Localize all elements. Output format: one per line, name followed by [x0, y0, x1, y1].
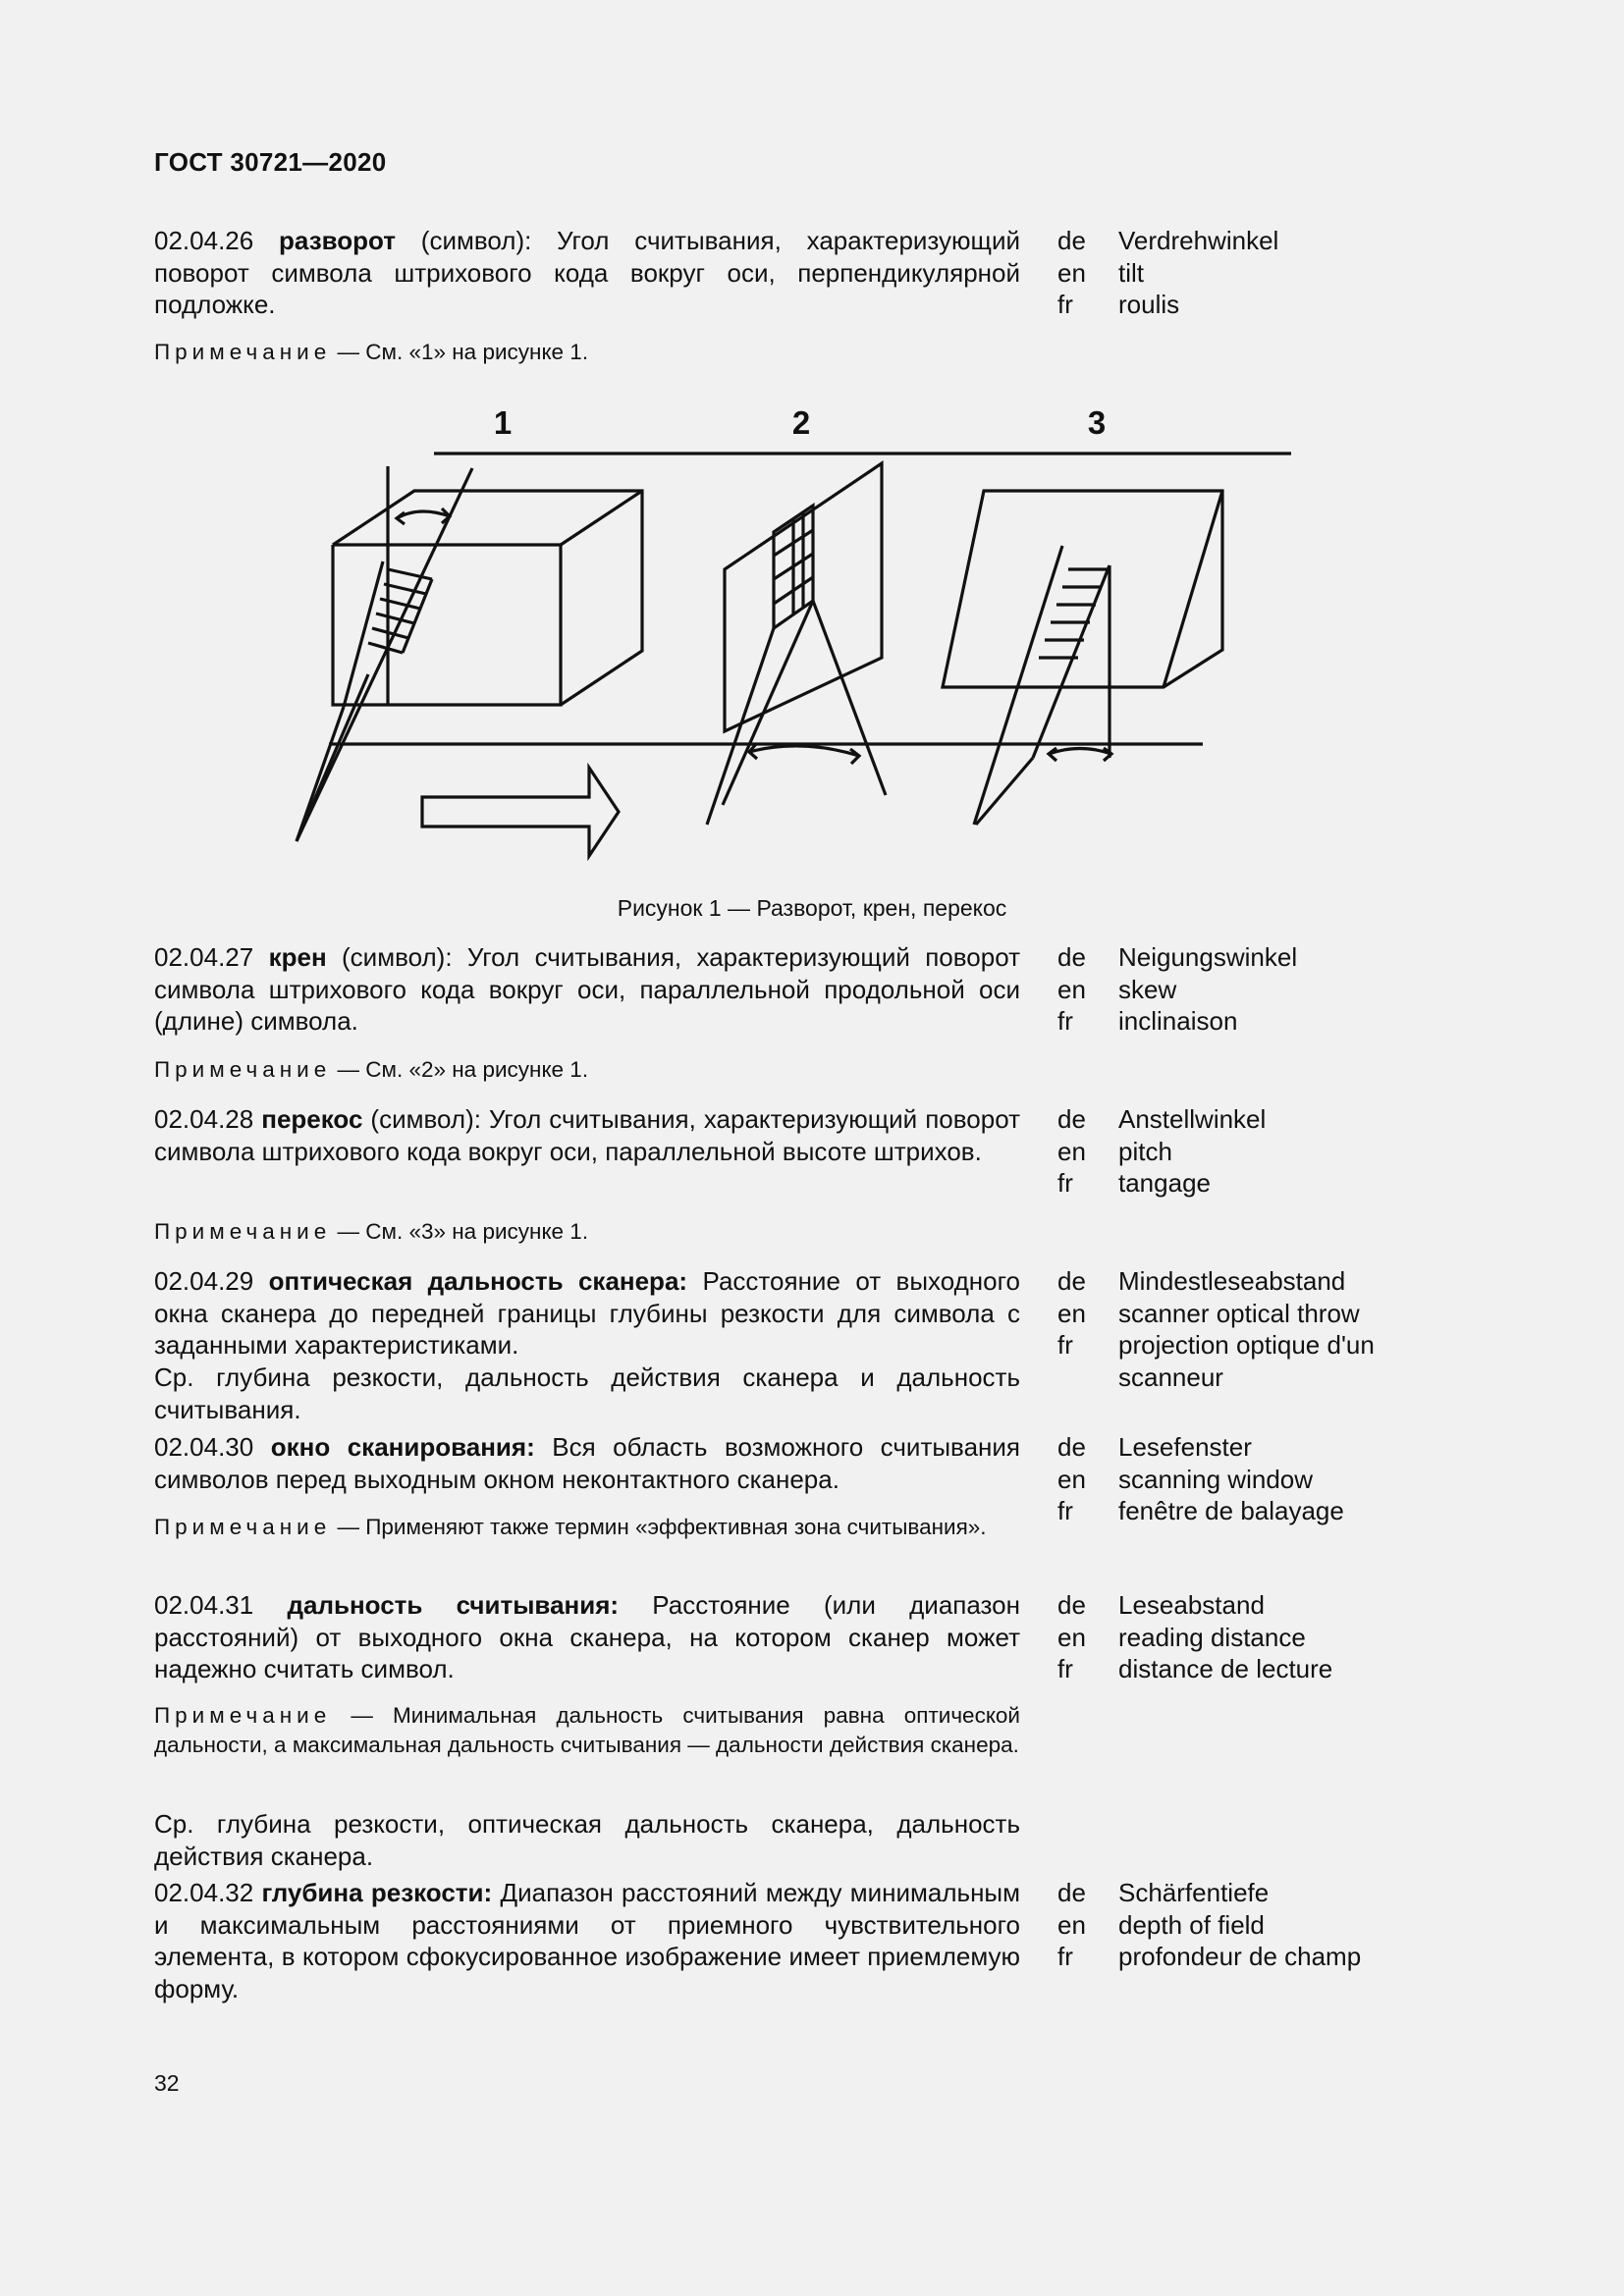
lang-term: tilt	[1118, 257, 1144, 288]
lang-code: de	[1057, 1104, 1086, 1134]
lang-term: Anstellwinkel	[1118, 1104, 1267, 1134]
term-number: 02.04.30	[154, 1432, 254, 1462]
term-number: 02.04.26	[154, 226, 254, 255]
term-text: Диапазон расстояний между минимальным и максимальным расстояниями от приемного чувствительного элемента, в котором сфокусированное изображение имеет приемлемую форму.	[154, 1878, 1020, 2003]
see-also-text: Ср. глубина резкости, оптическая дальность сканера, дальность действия сканера.	[154, 1809, 1020, 1871]
lang-code: de	[1057, 1590, 1086, 1620]
lang-term: Lesefenster	[1118, 1432, 1252, 1462]
figure-caption: Рисунок 1 — Разворот, крен, перекос	[617, 895, 1007, 921]
pitch-illustration	[943, 491, 1222, 825]
lang-code: en	[1057, 257, 1086, 288]
term-name: разворот	[279, 226, 396, 255]
lang-code: fr	[1057, 1942, 1073, 1971]
lang-term: Leseabstand	[1118, 1590, 1265, 1620]
lang-code: fr	[1057, 1168, 1073, 1198]
term-name: оптическая дальность сканера:	[268, 1266, 688, 1296]
note-label: Примечание	[154, 1219, 332, 1244]
note-text: — Минимальная дальность считывания равна оптической дальности, а максимальная дальность считывания — дальности действия сканера.	[154, 1703, 1020, 1757]
note-text: — См. «2» на рисунке 1.	[331, 1057, 589, 1082]
lang-code: de	[1057, 226, 1086, 255]
lang-term: depth of field	[1118, 1909, 1265, 1940]
term-name: глубина резкости:	[261, 1878, 493, 1907]
term-text: Расстояние от выходного окна сканера до передней границы глубины резкости для символа с заданными характеристиками.	[154, 1266, 1020, 1360]
lang-code: en	[1057, 974, 1086, 1004]
term-text: Расстояние (или диапазон расстояний) от выходного окна сканера, на котором сканер может надежно считать символ.	[154, 1590, 1020, 1683]
lang-term: roulis	[1118, 290, 1180, 319]
lang-term: inclinaison	[1118, 1006, 1238, 1036]
term-text: (символ): Угол считывания, характеризующий поворот символа штрихового кода вокруг оси, параллельной высоте штрихов.	[154, 1104, 1020, 1166]
figure-label-3: 3	[1087, 404, 1107, 441]
lang-term: profondeur de champ	[1118, 1942, 1362, 1971]
term-name: перекос	[261, 1104, 363, 1134]
term-name: окно сканирования:	[270, 1432, 535, 1462]
lang-term: pitch	[1118, 1136, 1172, 1166]
term-number: 02.04.29	[154, 1266, 254, 1296]
term-note	[154, 1513, 1020, 1542]
term-definition	[154, 1103, 1020, 1167]
term-definition	[154, 1589, 1020, 1685]
lang-code: en	[1057, 1909, 1086, 1940]
note-text: — Применяют также термин «эффективная зона считывания».	[331, 1515, 987, 1539]
note-text: — См. «1» на рисунке 1.	[331, 340, 589, 364]
lang-term: projection optique d'un scanneur	[1118, 1330, 1375, 1392]
lang-term: distance de lecture	[1118, 1654, 1333, 1683]
lang-term: Mindestleseabstand	[1118, 1266, 1346, 1296]
figure-label-2: 2	[791, 404, 811, 441]
term-note	[154, 1217, 1020, 1247]
lang-code: en	[1057, 1464, 1086, 1494]
see-also-text: Ср. глубина резкости, дальность действия сканера и дальность считывания.	[154, 1362, 1020, 1424]
lang-term: tangage	[1118, 1168, 1211, 1198]
term-name: крен	[268, 942, 327, 972]
note-text: — См. «3» на рисунке 1.	[331, 1219, 589, 1244]
lang-term: scanner optical throw	[1118, 1298, 1360, 1328]
term-number: 02.04.32	[154, 1878, 254, 1907]
term-equivalents	[1057, 1265, 1480, 1393]
term-definition	[154, 1877, 1020, 2004]
lang-term: Verdrehwinkel	[1118, 226, 1279, 255]
direction-arrow	[422, 768, 619, 856]
term-note	[154, 1701, 1020, 1760]
lang-code: fr	[1057, 1496, 1073, 1525]
lang-code: de	[1057, 942, 1086, 972]
term-equivalents	[1057, 1431, 1480, 1527]
term-number: 02.04.28	[154, 1104, 254, 1134]
lang-code: en	[1057, 1622, 1086, 1652]
term-equivalents	[1057, 1103, 1480, 1200]
term-definition	[154, 1265, 1020, 1362]
lang-code: fr	[1057, 1006, 1073, 1036]
term-number: 02.04.31	[154, 1590, 254, 1620]
lang-code: fr	[1057, 1654, 1073, 1683]
figure-label-1: 1	[493, 404, 513, 441]
term-definition	[154, 1431, 1020, 1495]
term-text: (символ): Угол считывания, характеризующий поворот символа штрихового кода вокруг оси, перпендикулярной подложке.	[154, 226, 1020, 319]
note-label: Примечание	[154, 1057, 332, 1082]
term-name: дальность считывания:	[287, 1590, 620, 1620]
lang-term: scanning window	[1118, 1464, 1314, 1494]
lang-code: de	[1057, 1878, 1086, 1907]
note-label: Примечание	[154, 340, 332, 364]
page-number: 32	[154, 2070, 180, 2096]
term-text: (символ): Угол считывания, характеризующий поворот символа штрихового кода вокруг оси, параллельной продольной оси (длине) символа.	[154, 942, 1020, 1036]
term-equivalents	[1057, 1589, 1480, 1685]
term-number: 02.04.27	[154, 942, 254, 972]
term-text: Вся область возможного считывания символов перед выходным окном неконтактного сканера.	[154, 1432, 1020, 1494]
term-equivalents	[1057, 941, 1480, 1038]
lang-code: en	[1057, 1136, 1086, 1166]
term-definition	[154, 941, 1020, 1038]
note-label: Примечание	[154, 1515, 332, 1539]
lang-term: fenêtre de balayage	[1118, 1496, 1344, 1525]
term-note	[154, 1055, 1020, 1085]
lang-term: Neigungswinkel	[1118, 942, 1298, 972]
lang-term: skew	[1118, 974, 1177, 1004]
lang-term: Schärfentiefe	[1118, 1878, 1270, 1907]
term-equivalents	[1057, 1877, 1480, 1973]
lang-code: fr	[1057, 290, 1073, 319]
term-definition	[154, 225, 1020, 321]
term-equivalents	[1057, 225, 1480, 321]
note-label: Примечание	[154, 1703, 332, 1728]
lang-code: de	[1057, 1266, 1086, 1296]
figure-1-diagram	[285, 393, 1316, 883]
lang-code: en	[1057, 1298, 1086, 1328]
lang-term: reading distance	[1118, 1622, 1306, 1652]
lang-code: de	[1057, 1432, 1086, 1462]
skew-illustration	[707, 463, 886, 825]
term-note	[154, 338, 1020, 367]
lang-code: fr	[1057, 1330, 1073, 1360]
document-header: ГОСТ 30721—2020	[154, 147, 387, 177]
